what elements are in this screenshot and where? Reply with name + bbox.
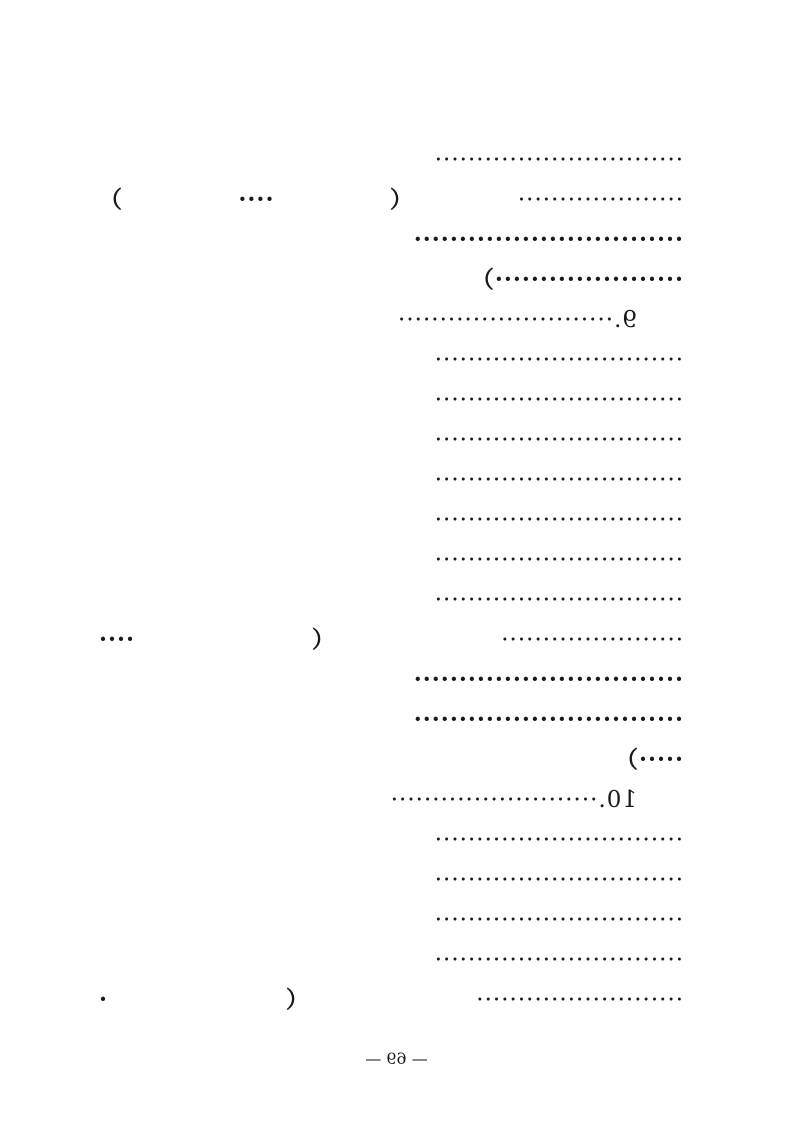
paragraph-8-line-3: ······························ (412, 226, 683, 253)
paragraph-10-line-1: 10.························· (389, 787, 637, 813)
paragraph-9-line-10: ······························ (412, 666, 683, 693)
paragraph-9-line-8: ······························ (433, 587, 683, 613)
paragraph-8-line-4: ·····················） (469, 266, 683, 293)
paragraph-10-line-2: ······························ (433, 827, 683, 853)
paragraph-9-line-12: ·····） (613, 746, 683, 773)
paragraph-9-line-5: ······························ (433, 467, 683, 493)
paragraph-9-line-6: ······························ (433, 507, 683, 533)
paragraph-9-line-11: ······························ (412, 706, 683, 733)
paragraph-9-line-9: ······················（···· (98, 626, 683, 653)
paragraph-9-line-1: 9.·························· (396, 307, 637, 333)
paragraph-10-line-6: ·························（· (98, 986, 683, 1013)
paragraph-10-line-4: ······························ (433, 907, 683, 933)
paragraph-9-line-3: ······························ (433, 387, 683, 413)
paragraph-8-line-2: ····················（····） (98, 186, 683, 213)
paragraph-8-line-1: ······························ (433, 147, 683, 173)
paragraph-9-line-7: ······························ (433, 547, 683, 573)
page-number: — 69 — (365, 1049, 428, 1068)
paragraph-9-line-4: ······························ (433, 427, 683, 453)
paragraph-9-line-2: ······························ (433, 347, 683, 373)
paragraph-10-line-3: ······························ (433, 867, 683, 893)
document-body (98, 140, 683, 1020)
paragraph-10-line-5: ······························ (433, 947, 683, 973)
